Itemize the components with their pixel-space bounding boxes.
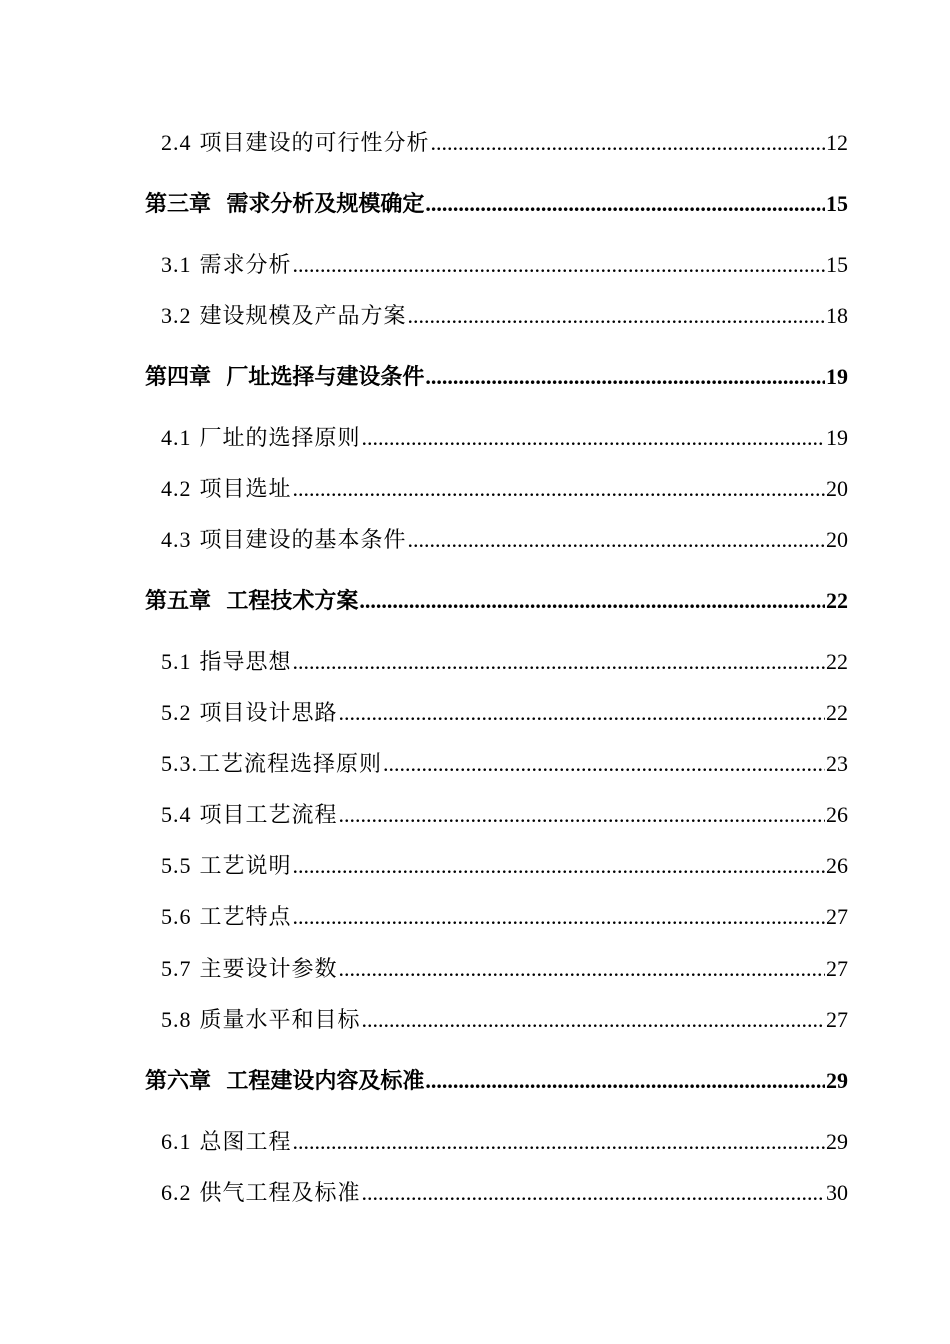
toc-page-number: 30 <box>826 1180 848 1205</box>
toc-page-number: 29 <box>826 1068 848 1093</box>
toc-entry-title: 项目建设的基本条件 <box>199 528 407 553</box>
toc-entry-number: 4.3 <box>161 527 192 552</box>
toc-page-number: 26 <box>826 802 848 827</box>
toc-entry-number: 2.4 <box>161 130 192 155</box>
toc-chapter-number: 第四章 <box>145 365 212 390</box>
toc-leader-dots <box>339 700 825 726</box>
toc-entry-6-2[interactable] <box>161 1176 848 1207</box>
toc-page-number: 18 <box>826 303 848 328</box>
toc-chapter-title: 工程技术方案 <box>226 589 359 614</box>
toc-entry-title: 工艺说明 <box>199 854 292 879</box>
toc-entry-title: 指导思想 <box>199 650 292 675</box>
toc-entry-6-1[interactable] <box>161 1125 848 1156</box>
toc-entry-5-6[interactable] <box>161 900 848 931</box>
toc-chapter-5[interactable] <box>145 584 848 615</box>
toc-leader-dots <box>359 588 825 614</box>
toc-leader-dots <box>383 751 825 777</box>
toc-entry-5-8[interactable] <box>161 1003 848 1034</box>
toc-leader-dots <box>293 476 825 502</box>
toc-entry-title: 总图工程 <box>199 1130 292 1155</box>
toc-leader-dots <box>293 252 825 278</box>
toc-leader-dots <box>293 1129 825 1155</box>
toc-page-number: 27 <box>826 1007 848 1032</box>
toc-entry-4-1[interactable] <box>161 421 848 452</box>
toc-entry-number: 4.2 <box>161 476 192 501</box>
toc-page-number: 20 <box>826 527 848 552</box>
toc-page-number: 15 <box>826 252 848 277</box>
toc-entry-title: 供气工程及标准 <box>199 1181 361 1206</box>
toc-leader-dots <box>293 853 825 879</box>
toc-entry-title: 主要设计参数 <box>199 957 338 982</box>
toc-leader-dots <box>425 1068 825 1094</box>
toc-leader-dots <box>408 527 825 553</box>
toc-entry-number: 5.8 <box>161 1007 192 1032</box>
toc-entry-2-4[interactable] <box>161 126 848 157</box>
toc-chapter-title: 厂址选择与建设条件 <box>226 365 425 390</box>
toc-chapter-number: 第五章 <box>145 589 212 614</box>
toc-entry-number: 3.1 <box>161 252 192 277</box>
toc-entry-number: 5.7 <box>161 956 192 981</box>
toc-entry-5-7[interactable] <box>161 952 848 983</box>
toc-entry-4-3[interactable] <box>161 523 848 554</box>
toc-page-number: 20 <box>826 476 848 501</box>
toc-entry-title: 项目设计思路 <box>199 701 338 726</box>
toc-chapter-number: 第三章 <box>145 192 212 217</box>
toc-page-number: 19 <box>826 364 848 389</box>
toc-entry-5-3[interactable] <box>161 747 848 778</box>
toc-entry-3-2[interactable] <box>161 299 848 330</box>
toc-page-number: 15 <box>826 191 848 216</box>
toc-chapter-title: 需求分析及规模确定 <box>226 192 425 217</box>
toc-entry-5-2[interactable] <box>161 696 848 727</box>
toc-entry-number: 5.1 <box>161 649 192 674</box>
toc-entry-title: 项目建设的可行性分析 <box>199 131 430 156</box>
toc-leader-dots <box>293 649 825 675</box>
toc-page-number: 27 <box>826 904 848 929</box>
toc-entry-3-1[interactable] <box>161 248 848 279</box>
toc-entry-5-5[interactable] <box>161 849 848 880</box>
toc-entry-number: 5.2 <box>161 700 192 725</box>
toc-leader-dots <box>339 956 825 982</box>
toc-entry-number: 5.4 <box>161 802 192 827</box>
toc-entry-title: 项目工艺流程 <box>199 803 338 828</box>
toc-page-number: 23 <box>826 751 848 776</box>
toc-page-number: 26 <box>826 853 848 878</box>
toc-chapter-4[interactable] <box>145 360 848 391</box>
toc-entry-number: 6.1 <box>161 1129 192 1154</box>
toc-entry-title: 需求分析 <box>199 253 292 278</box>
toc-entry-number: 5.6 <box>161 904 192 929</box>
toc-page-number: 22 <box>826 588 848 613</box>
toc-chapter-6[interactable] <box>145 1064 848 1095</box>
toc-page-number: 27 <box>826 956 848 981</box>
toc-leader-dots <box>339 802 825 828</box>
toc-chapter-title: 工程建设内容及标准 <box>226 1069 425 1094</box>
toc-entry-4-2[interactable] <box>161 472 848 503</box>
toc-leader-dots <box>408 303 825 329</box>
toc-entry-title: 项目选址 <box>199 477 292 502</box>
toc-entry-title: 厂址的选择原则 <box>199 426 361 451</box>
toc-page-number: 29 <box>826 1129 848 1154</box>
toc-page-number: 22 <box>826 700 848 725</box>
toc-chapter-number: 第六章 <box>145 1069 212 1094</box>
toc-leader-dots <box>293 904 825 930</box>
toc-entry-number: 6.2 <box>161 1180 192 1205</box>
toc-leader-dots <box>431 130 825 156</box>
toc-entry-title: 工艺流程选择原则 <box>198 752 383 777</box>
toc-entry-title: 建设规模及产品方案 <box>199 304 407 329</box>
toc-entry-title: 质量水平和目标 <box>199 1008 361 1033</box>
toc-entry-5-1[interactable] <box>161 645 848 676</box>
toc-leader-dots <box>362 1180 825 1206</box>
toc-leader-dots <box>425 364 825 390</box>
toc-chapter-3[interactable] <box>145 187 848 218</box>
toc-entry-5-4[interactable] <box>161 798 848 829</box>
toc-entry-number: 5.5 <box>161 853 192 878</box>
toc-page-number: 22 <box>826 649 848 674</box>
toc-leader-dots <box>425 191 825 217</box>
toc-page-number: 12 <box>826 130 848 155</box>
toc-entry-number: 3.2 <box>161 303 192 328</box>
toc-entry-number: 4.1 <box>161 425 192 450</box>
toc-leader-dots <box>362 1007 825 1033</box>
toc-page-number: 19 <box>826 425 848 450</box>
toc-entry-number: 5.3. <box>161 751 198 776</box>
toc-leader-dots <box>362 425 825 451</box>
toc-entry-title: 工艺特点 <box>199 905 292 930</box>
